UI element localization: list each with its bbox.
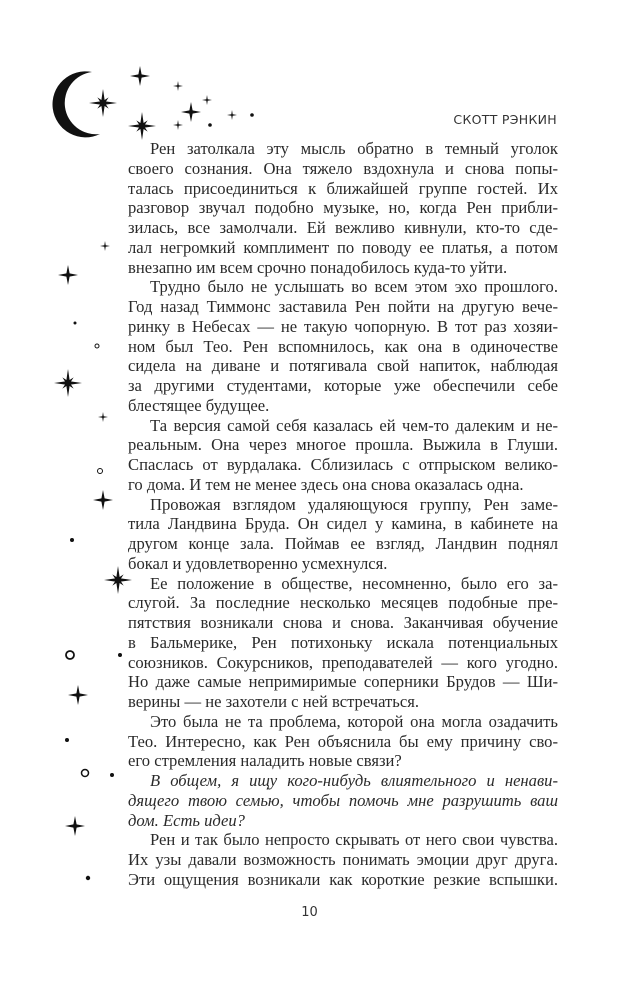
text-line: Рен и так было непросто скрывать от него свои чувства. (150, 830, 558, 850)
text-line: за другими студентами, которые уже обеспечили себе (128, 376, 558, 395)
text-line: Провожая взглядом удаляющуюся группу, Рен заме- (150, 494, 558, 514)
paragraph (128, 495, 558, 574)
text-line: Ее положение в обществе, несомненно, было его за- (150, 573, 558, 593)
text-line: Рен затолкала эту мысль обратно в темный уголок (150, 139, 558, 158)
paragraph (128, 830, 558, 889)
text-line: Это была не та проблема, которой она могла озадачить (150, 711, 558, 731)
text-line: внезапно им всем срочно понадобилось куда-то уйти. (128, 257, 508, 277)
text-line: слугой. За последние несколько месяцев подобные пре- (128, 593, 558, 613)
text-line: разговор звучал подобно музыке, но, когда Рен прибли- (128, 198, 558, 218)
page-number: 10 (301, 905, 318, 920)
text-line: сидела на диване и потягивала свой напиток, наблюдая (128, 356, 558, 376)
paragraph (128, 712, 558, 771)
text-line: Эти ощущения возникали как короткие резкие вспышки. (128, 869, 558, 889)
text-line: Тео. Интересно, как Рен объяснила бы ему причину сво- (128, 731, 558, 751)
paragraph (128, 416, 558, 495)
text-line: Год назад Тиммонс заставила Рен пойти на другую вече- (128, 297, 558, 316)
text-line: дящего твою семью, чтобы помочь мне разрушить ваш (128, 790, 558, 810)
text-line: бокал и удовлетворенно усмехнулся. (128, 553, 388, 573)
paragraph (128, 277, 558, 415)
text-line: блестящее будущее. (128, 395, 270, 415)
text-line: пятствия возникали снова и снова. Заканчивая обучение (128, 613, 558, 632)
text-line: Но даже самые непримиримые соперники Брудов — Ши- (128, 672, 558, 692)
text-line: ринку в Небесах — не такую чопорную. В тот раз хозяи- (128, 316, 558, 336)
text-line: Их узы давали возможность понимать эмоции друг друга. (128, 850, 558, 869)
text-line: Спаслась от вурдалака. Сблизилась с отпрыском велико- (128, 455, 558, 474)
text-line: реальным. Она через многое прошла. Выжила в Глуши. (128, 435, 558, 455)
text-line: ном был Тео. Рен вспомнилось, как она в одиночестве (128, 336, 558, 356)
text-line: лал негромкий комплимент по поводу ее платья, а потом (128, 237, 558, 257)
text-line: другом конце зала. Поймав ее взгляд, Ландвин поднял (128, 534, 558, 553)
text-line: го дома. И тем не менее здесь она снова оказалась одна. (128, 474, 524, 494)
text-line: тила Ландвина Бруда. Он сидел у камина, в кабинете на (128, 514, 558, 534)
body-text (128, 139, 558, 890)
text-line: Та версия самой себя казалась ей чем-то далеким и не- (150, 415, 558, 435)
text-line: своего сознания. Она тяжело вздохнула и снова попы- (128, 158, 558, 178)
text-line: В общем, я ищу кого-нибудь влиятельного и ненави- (150, 771, 558, 790)
crescent-moon-icon (53, 71, 100, 137)
paragraph (128, 574, 558, 712)
italic-paragraph (128, 771, 558, 830)
running-header-author: СКОТТ РЭНКИН (453, 112, 557, 127)
text-line: дом. Есть идеи? (128, 810, 245, 830)
text-line: зилась, все замолчали. Ей вежливо кивнули, кто-то сде- (128, 218, 558, 237)
text-line: талась присоединиться к ближайшей группе гостей. Их (128, 178, 558, 198)
paragraph (128, 139, 558, 277)
text-line: союзников. Сокурсников, преподавателей — кого угодно. (128, 652, 558, 672)
text-line: Трудно было не услышать во всем этом эхо прошлого. (150, 277, 558, 297)
text-line: в Бальмерике, Рен потихоньку искала потенциальных (128, 632, 558, 652)
text-line: верины — не захотели с ней встречаться. (128, 692, 420, 711)
text-line: его стремления наладить новые связи? (128, 751, 402, 771)
